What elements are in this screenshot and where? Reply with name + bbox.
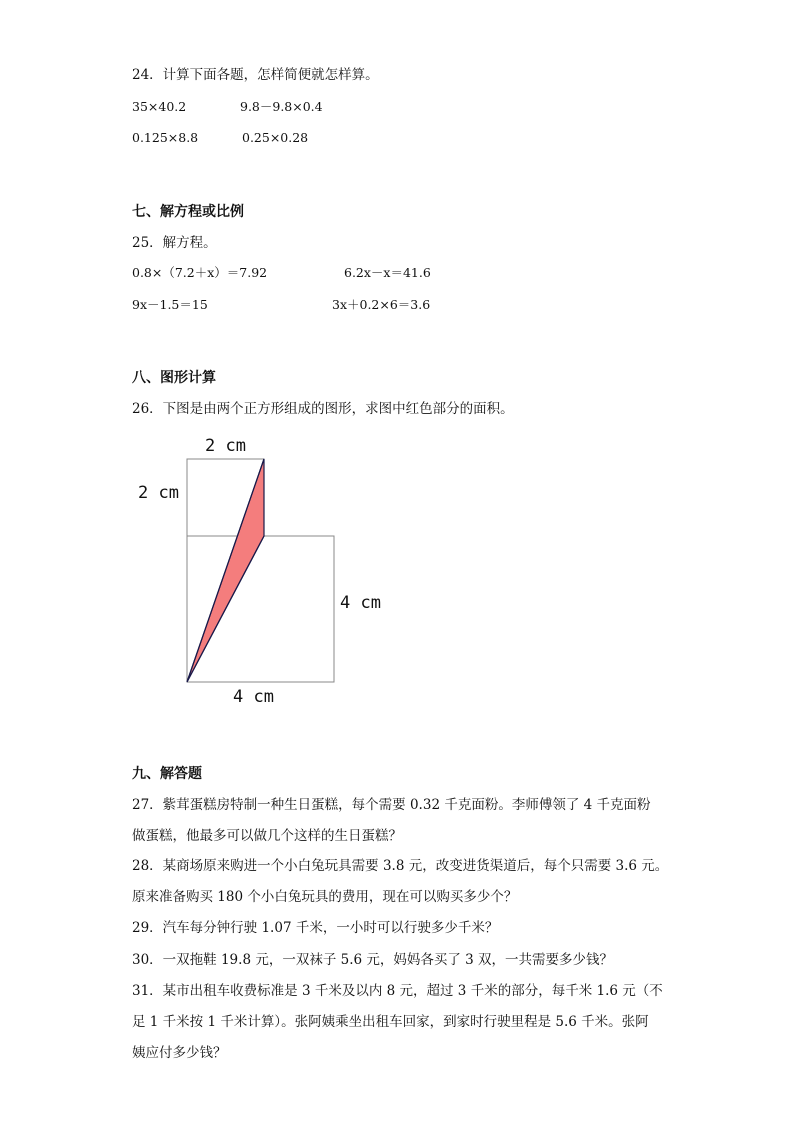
q31-line-3: 姨应付多少钱？ [132, 1045, 227, 1061]
q31-line-2: 足 1 千米按 1 千米计算）。张阿姨乘坐出租车回家，到家时行驶里程是 5.6 千米。张阿 [132, 1014, 649, 1030]
section-heading-7: 七、解方程或比例 [132, 204, 244, 220]
label-left-2cm: 2 cm [138, 483, 179, 503]
label-right-4cm: 4 cm [340, 593, 381, 613]
q25-item-2: 6.2x－x＝41.6 [344, 265, 431, 280]
q25-title: 25．解方程。 [132, 235, 217, 251]
q31-line-1: 31．某市出租车收费标准是 3 千米及以内 8 元，超过 3 千米的部分，每千米 1.6 元（不 [132, 983, 663, 999]
q26-title: 26．下图是由两个正方形组成的图形，求图中红色部分的面积。 [132, 401, 514, 417]
q25-item-4: 3x＋0.2×6＝3.6 [332, 297, 431, 312]
q24-title: 24．计算下面各题，怎样简便就怎样算。 [132, 67, 379, 83]
q28-line-2: 原来准备购买 180 个小白兔玩具的费用，现在可以购买多少个？ [132, 889, 518, 905]
q25-item-3: 9x－1.5＝15 [132, 297, 208, 312]
section-heading-8: 八、图形计算 [132, 370, 216, 386]
connector-line [187, 536, 264, 682]
q29-line-1: 29．汽车每分钟行驶 1.07 千米，一小时可以行驶多少千米？ [132, 920, 499, 936]
q24-item-2: 9.8－9.8×0.4 [240, 99, 323, 114]
large-square [187, 536, 334, 682]
q27-line-2: 做蛋糕，他最多可以做几个这样的生日蛋糕？ [132, 828, 402, 844]
q24-item-1: 35×40.2 [132, 99, 187, 114]
label-bottom-4cm: 4 cm [233, 687, 274, 707]
q27-line-1: 27．紫茸蛋糕房特制一种生日蛋糕，每个需要 0.32 千克面粉。李师傅领了 4 千克面粉 [132, 797, 651, 813]
diagonal-line [187, 459, 264, 682]
q28-line-1: 28．某商场原来购进一个小白兔玩具需要 3.8 元，改变进货渠道后，每个只需要 3.6 元。 [132, 858, 669, 874]
q24-item-3: 0.125×8.8 [132, 130, 199, 145]
label-top-2cm: 2 cm [205, 436, 246, 456]
q25-item-1: 0.8×（7.2＋x）＝7.92 [132, 265, 268, 280]
section-heading-9: 九、解答题 [132, 766, 202, 782]
q24-item-4: 0.25×0.28 [242, 130, 309, 145]
q30-line-1: 30．一双拖鞋 19.8 元，一双袜子 5.6 元，妈妈各买了 3 双，一共需要多少钱？ [132, 952, 614, 968]
